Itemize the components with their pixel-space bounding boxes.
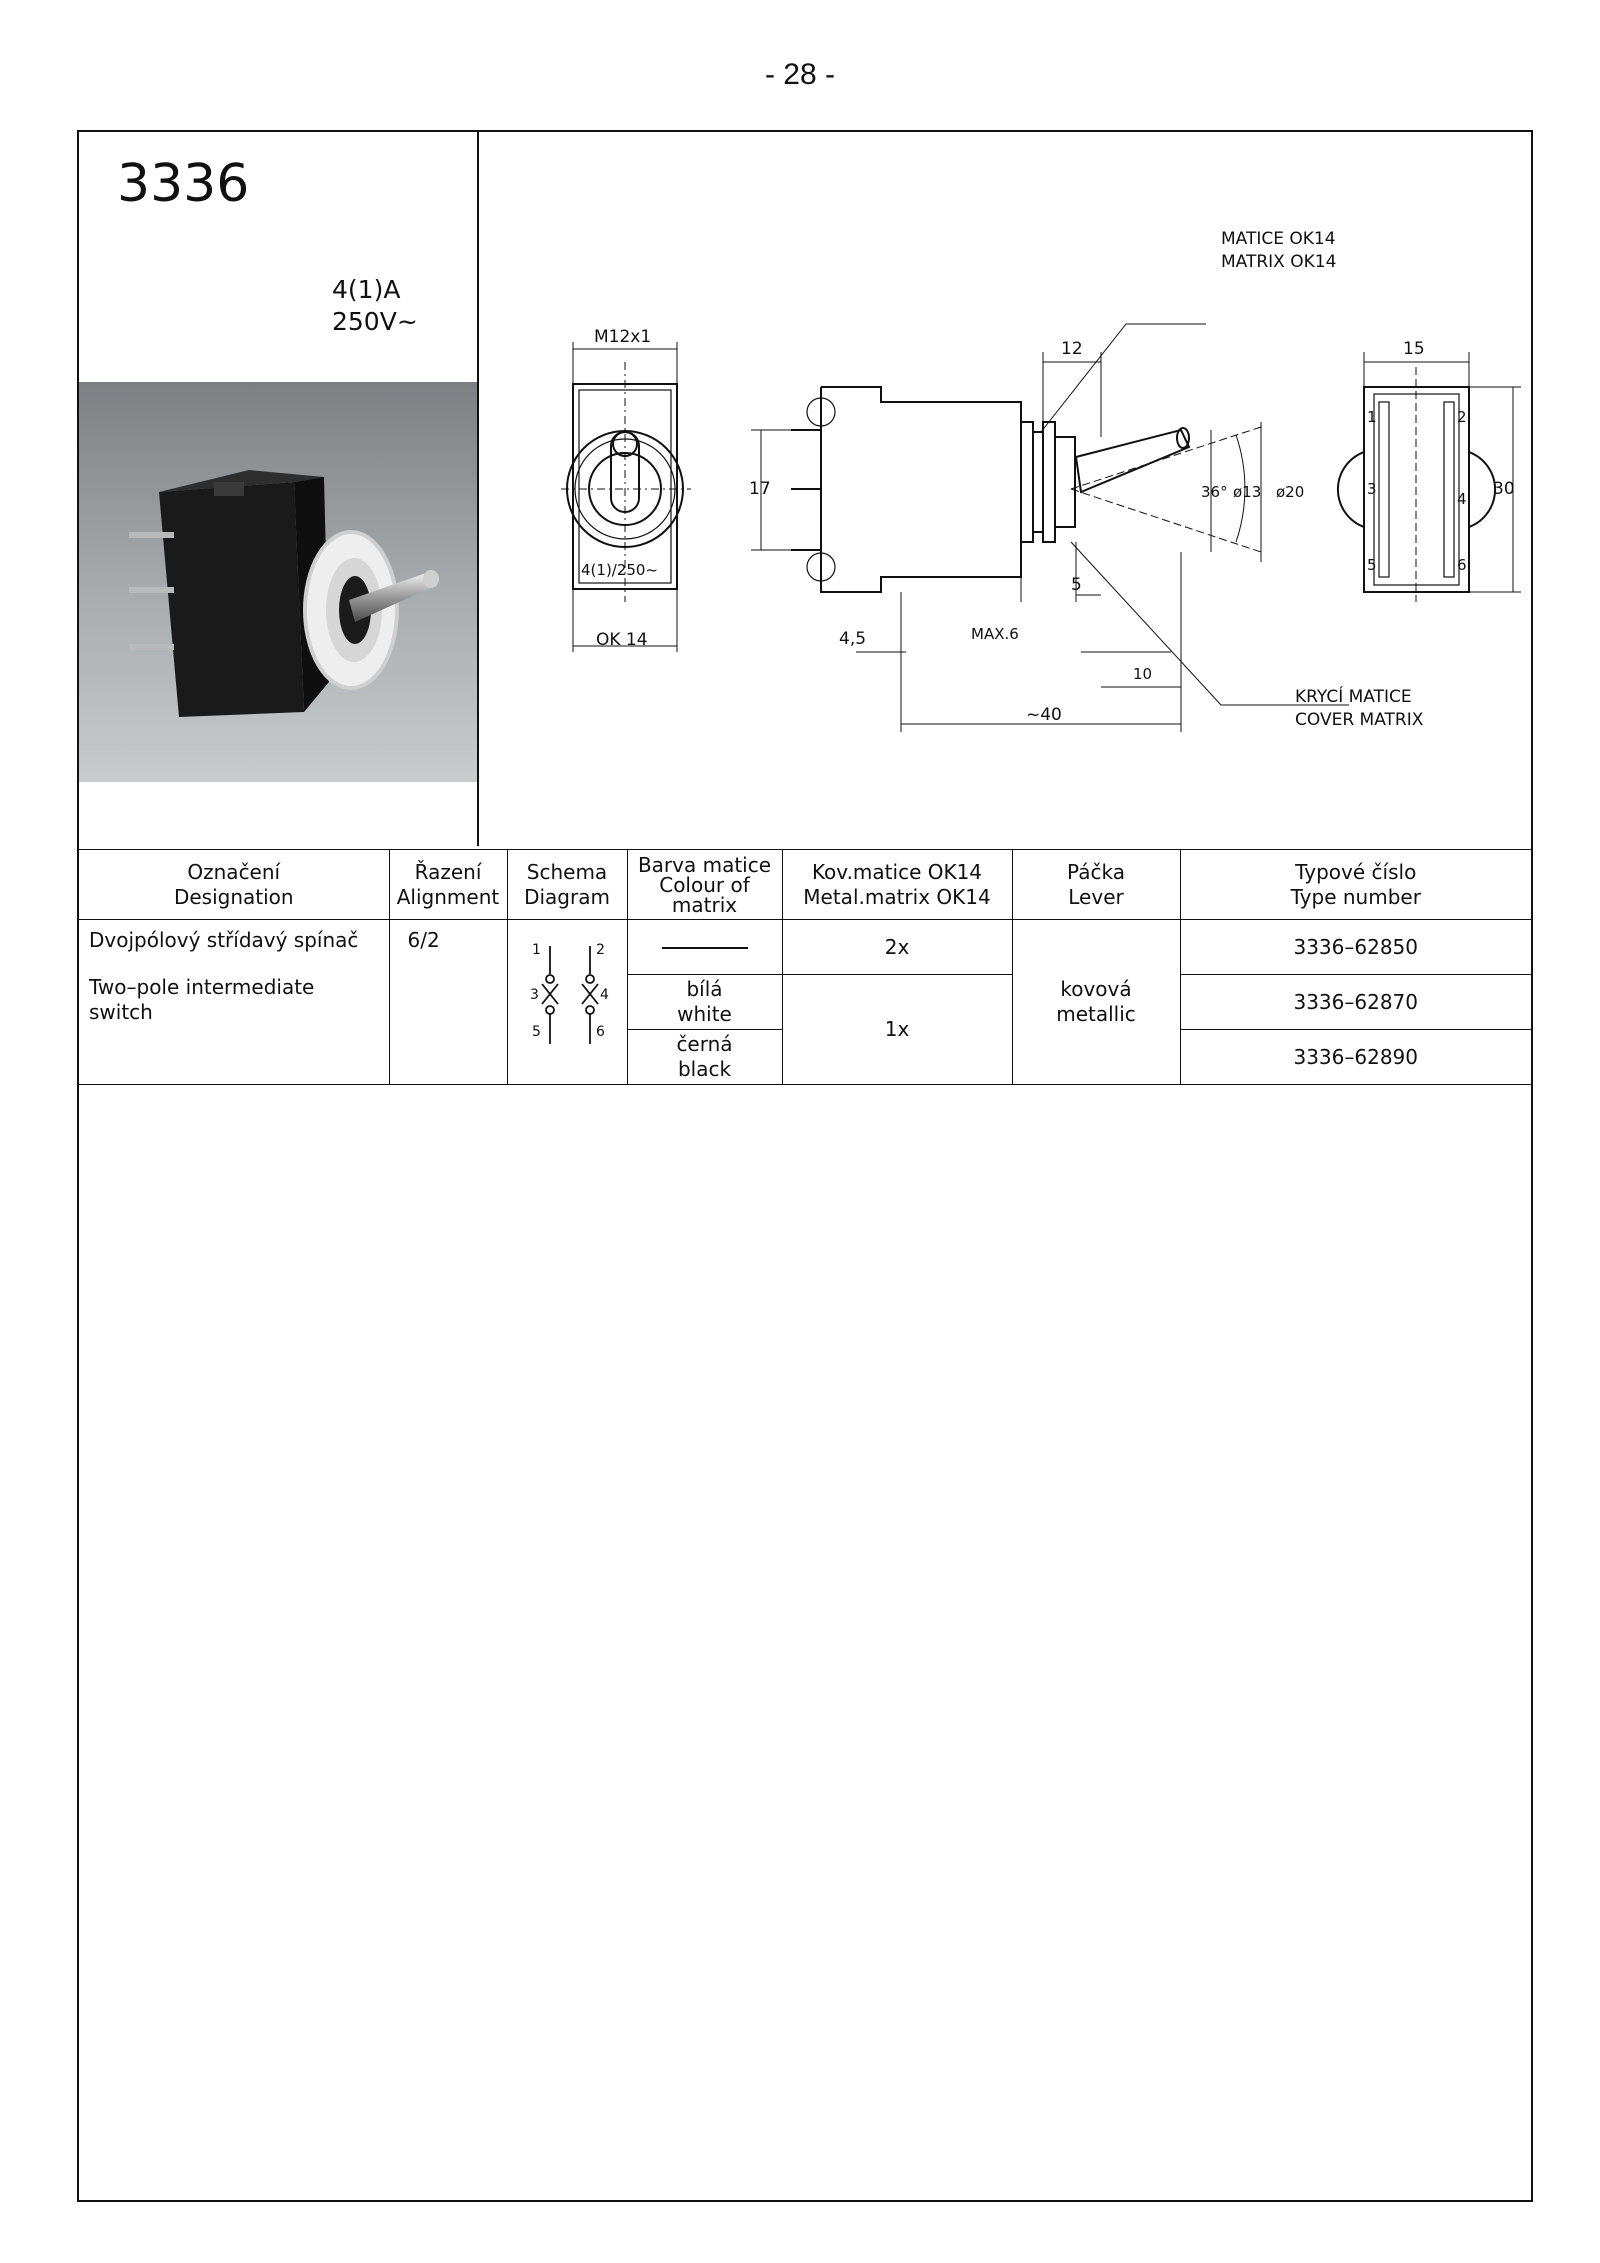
terminal-label: 6	[1457, 556, 1467, 574]
dim-dia-13: ø13	[1233, 483, 1262, 501]
schema-terminal: 6	[596, 1024, 605, 1040]
product-photo	[79, 382, 477, 782]
schema-terminal: 2	[596, 942, 605, 958]
rated-voltage: 250V~	[332, 307, 418, 336]
dim-10: 10	[1133, 665, 1153, 683]
header-lever: Páčka Lever	[1012, 850, 1180, 920]
dim-17: 17	[749, 479, 771, 499]
label-cover-en: COVER MATRIX	[1295, 710, 1424, 730]
datasheet-frame	[77, 130, 1533, 2202]
terminal-label: 3	[1367, 480, 1377, 498]
cell-type-number: 3336–62850	[1180, 920, 1531, 975]
label-matrix-en: MATRIX OK14	[1221, 252, 1337, 272]
header-colour: Barva matice Colour of matrix	[627, 850, 782, 920]
terminal-label: 4	[1457, 490, 1467, 508]
terminal-label: 5	[1367, 556, 1377, 574]
rating	[332, 274, 418, 338]
table-header-row	[79, 850, 1531, 920]
cell-colour-none	[627, 920, 782, 975]
schema-terminal: 3	[530, 987, 539, 1003]
dim-15: 15	[1403, 339, 1425, 359]
cell-schema	[507, 920, 627, 1085]
dim-40: ~40	[1026, 705, 1062, 725]
dim-4-5: 4,5	[839, 629, 867, 649]
no-colour-dash	[662, 947, 748, 949]
header-designation: Označení Designation	[79, 850, 389, 920]
cell-type-number: 3336–62890	[1180, 1030, 1531, 1085]
cell-alignment: 6/2	[389, 920, 507, 1085]
side-view	[751, 324, 1349, 732]
product-panel	[79, 132, 479, 846]
label-matrix-cz: MATICE OK14	[1221, 229, 1336, 249]
header-type-number: Typové číslo Type number	[1180, 850, 1531, 920]
header-alignment: Řazení Alignment	[389, 850, 507, 920]
schema-diagram	[512, 924, 622, 1074]
terminal-label: 1	[1367, 408, 1377, 426]
terminal-label: 2	[1457, 408, 1467, 426]
front-view	[561, 342, 691, 652]
cell-colour-white: bílá white	[627, 975, 782, 1030]
spec-table	[79, 849, 1531, 1085]
schema-terminal: 4	[600, 987, 609, 1003]
front-marking: 4(1)/250~	[581, 561, 659, 579]
designation-cz: Dvojpólový střídavý spínač	[89, 928, 359, 952]
dim-angle: 36°	[1201, 483, 1228, 501]
technical-drawing	[481, 132, 1531, 846]
cell-metal-1x: 1x	[782, 975, 1012, 1085]
label-cover-cz: KRYCÍ MATICE	[1295, 687, 1412, 707]
header-diagram: Schema Diagram	[507, 850, 627, 920]
dim-wrench: OK 14	[596, 630, 648, 650]
rated-current: 4(1)A	[332, 275, 401, 304]
table-row	[79, 920, 1531, 975]
schema-terminal: 5	[532, 1024, 541, 1040]
cell-lever: kovová metallic	[1012, 920, 1180, 1085]
dim-dia-20: ø20	[1276, 483, 1305, 501]
cell-type-number: 3336–62870	[1180, 975, 1531, 1030]
cell-designation	[79, 920, 389, 1085]
page-number: - 28 -	[764, 58, 836, 91]
schema-terminal: 1	[532, 942, 541, 958]
designation-en: Two–pole intermediate switch	[89, 975, 315, 1024]
dim-5: 5	[1071, 575, 1082, 595]
cell-colour-black: černá black	[627, 1030, 782, 1085]
header-metal-matrix: Kov.matice OK14 Metal.matrix OK14	[782, 850, 1012, 920]
product-code: 3336	[117, 154, 250, 214]
dim-12: 12	[1061, 339, 1083, 359]
dim-thread: M12x1	[594, 327, 652, 347]
back-view	[1338, 352, 1521, 602]
dim-30: 30	[1493, 479, 1515, 499]
dim-max6: MAX.6	[971, 625, 1019, 643]
cell-metal-2x: 2x	[782, 920, 1012, 975]
